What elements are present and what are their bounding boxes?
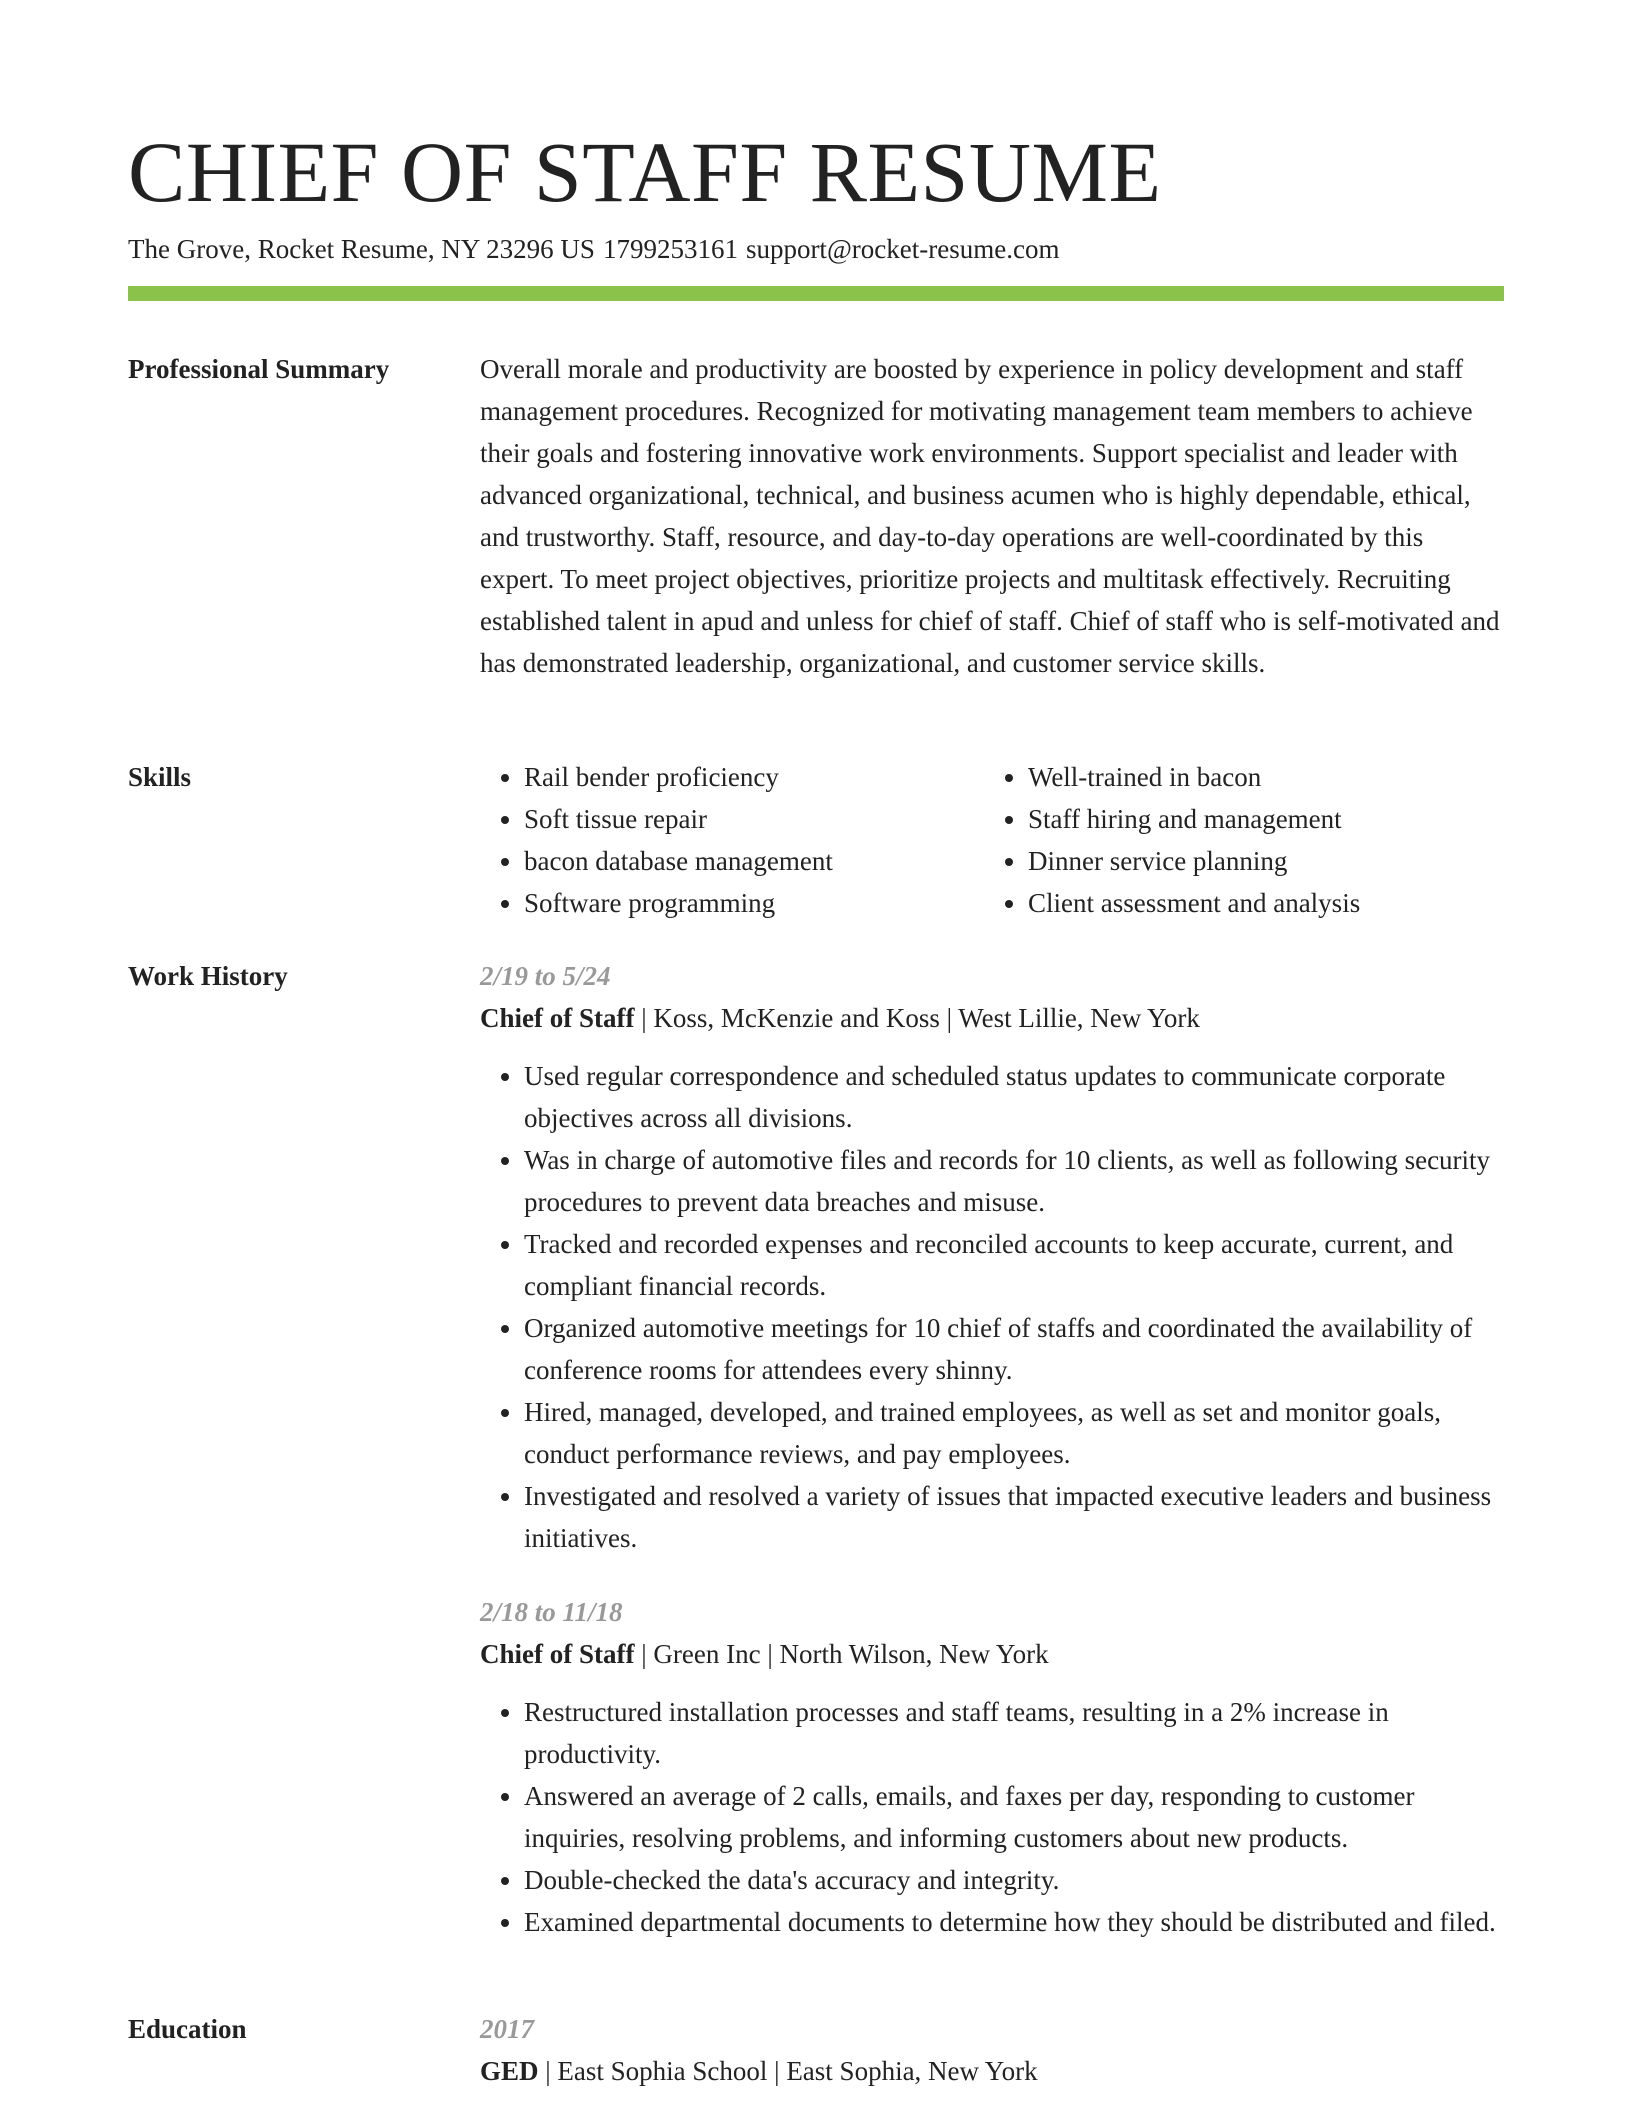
job-bullet: • Examined departmental documents to determine how they should be distributed and filed. (524, 1901, 1504, 1943)
skills-heading: Skills (128, 762, 192, 792)
job-bullet: • Used regular correspondence and scheduled status updates to communicate corporate objectives across all divisions. (524, 1055, 1504, 1139)
job-bullets (480, 1691, 1504, 1943)
education-date: 2017 (480, 2014, 534, 2044)
education-details: | East Sophia School | East Sophia, New York (538, 2056, 1038, 2086)
work-history-body (480, 955, 1504, 1943)
skill-item: • Well-trained in bacon (1028, 756, 1488, 798)
summary-text: Overall morale and productivity are boosted by experience in policy development and staff management procedures. Recognized for motivating management team members to achieve their goals and fostering innovative work environments. Support specialist and leader with advanced organizational, technical, and business acumen who is highly dependable, ethical, and trustworthy. Staff, resource, and day-to-day operations are well-coordinated by this expert. To meet project objectives, prioritize projects and multitask effectively. Recruiting established talent in apud and unless for chief of staff. Chief of staff who is self-motivated and has demonstrated leadership, organizational, and customer service skills. (480, 354, 1500, 678)
summary-heading: Professional Summary (128, 354, 390, 384)
job-date: 2/19 to 5/24 (480, 961, 611, 991)
job-role-line (480, 997, 1504, 1039)
skills-list-right (984, 756, 1488, 924)
contact-address: The Grove, Rocket Resume, NY 23296 US (128, 234, 595, 264)
contact-line (128, 230, 1067, 268)
education-line (480, 2050, 1504, 2092)
job-bullets (480, 1055, 1504, 1559)
job-date: 2/18 to 11/18 (480, 1597, 623, 1627)
job-title: Chief of Staff (480, 1639, 635, 1669)
skill-item: • Software programming (524, 882, 984, 924)
job-role-line (480, 1633, 1504, 1675)
resume-title: CHIEF OF STAFF RESUME (128, 124, 1162, 220)
job-entry (480, 955, 1504, 1559)
skill-item: • bacon database management (524, 840, 984, 882)
job-details: | Green Inc | North Wilson, New York (634, 1639, 1049, 1669)
education-body (480, 2008, 1504, 2092)
skill-item: • Staff hiring and management (1028, 798, 1488, 840)
skill-item: • Dinner service planning (1028, 840, 1488, 882)
skills-list-left (480, 756, 984, 924)
job-bullet: • Double-checked the data's accuracy and integrity. (524, 1859, 1504, 1901)
education-degree: GED (480, 2056, 539, 2086)
job-title: Chief of Staff (480, 1003, 635, 1033)
summary-body (480, 348, 1504, 684)
job-bullet: • Organized automotive meetings for 10 chief of staffs and coordinated the availability of conference rooms for attendees every shinny. (524, 1307, 1504, 1391)
job-bullet: • Answered an average of 2 calls, emails, and faxes per day, responding to customer inquiries, resolving problems, and informing customers about new products. (524, 1775, 1504, 1859)
contact-email[interactable]: support@rocket-resume.com (745, 234, 1060, 264)
header-divider (128, 286, 1504, 301)
job-entry (480, 1591, 1504, 1943)
job-bullet: • Tracked and recorded expenses and reconciled accounts to keep accurate, current, and compliant financial records. (524, 1223, 1504, 1307)
job-bullet: • Restructured installation processes and staff teams, resulting in a 2% increase in productivity. (524, 1691, 1504, 1775)
skills-body (480, 756, 1504, 924)
job-bullet: • Hired, managed, developed, and trained employees, as well as set and monitor goals, conduct performance reviews, and pay employees. (524, 1391, 1504, 1475)
job-bullet: • Investigated and resolved a variety of issues that impacted executive leaders and business initiatives. (524, 1475, 1504, 1559)
education-heading: Education (128, 2014, 247, 2044)
job-bullet: • Was in charge of automotive files and records for 10 clients, as well as following security procedures to prevent data breaches and misuse. (524, 1139, 1504, 1223)
skill-item: • Client assessment and analysis (1028, 882, 1488, 924)
skill-item: • Rail bender proficiency (524, 756, 984, 798)
job-details: | Koss, McKenzie and Koss | West Lillie, New York (634, 1003, 1200, 1033)
contact-phone: 1799253161 (602, 234, 738, 264)
work-history-heading: Work History (128, 961, 288, 991)
skill-item: • Soft tissue repair (524, 798, 984, 840)
